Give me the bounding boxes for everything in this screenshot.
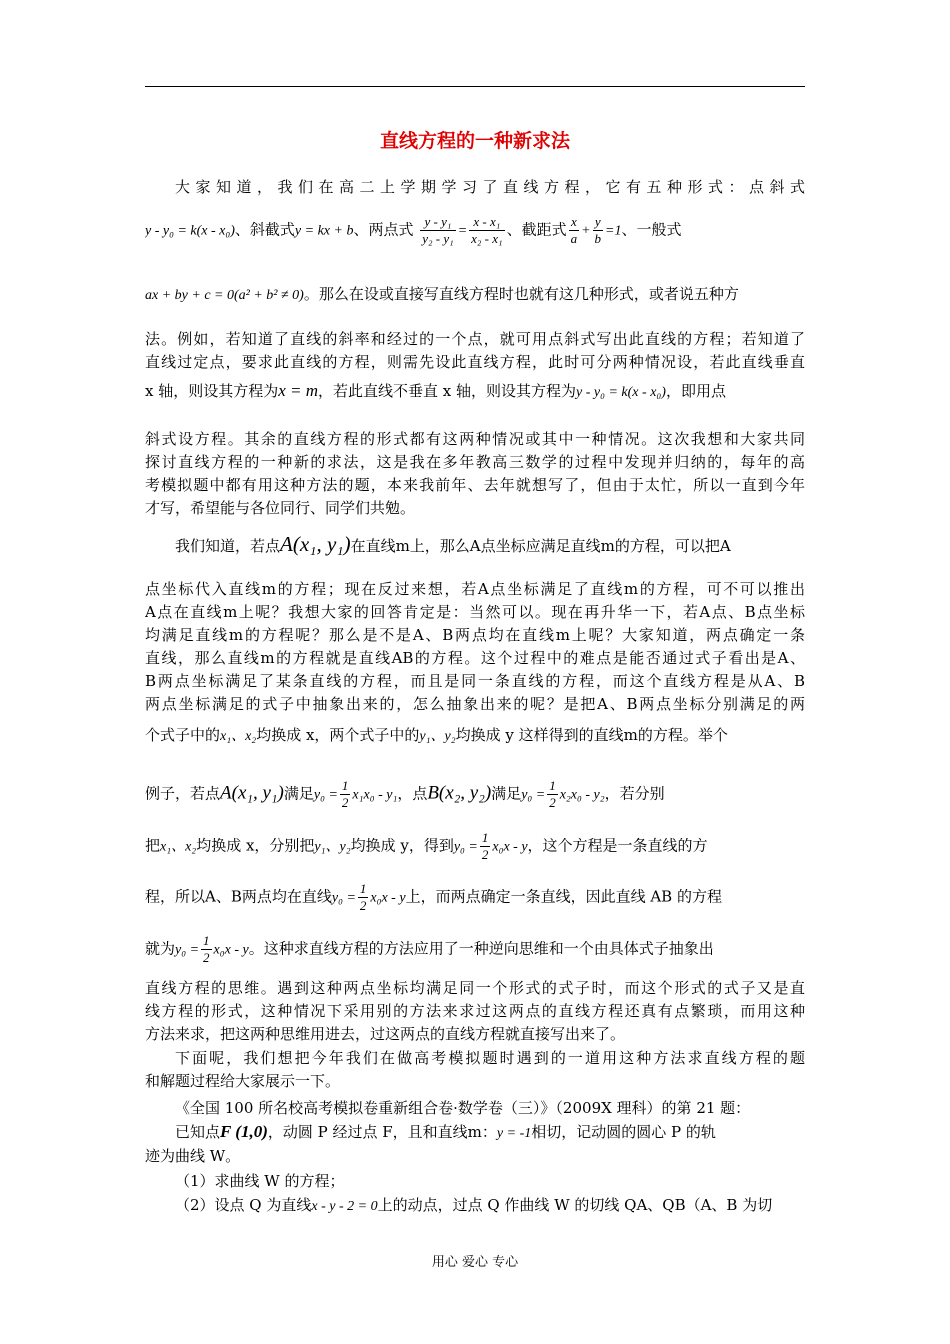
fraction — [469, 214, 504, 247]
text-span: B两点坐标满足了某条直线的方程，而且是同一条直线的方程，而这个直线方程是从A、B — [145, 672, 805, 690]
text-line — [145, 497, 805, 519]
formula-part: y₀ = — [175, 942, 200, 958]
text-span: 已知点 — [175, 1123, 221, 1141]
fraction-half — [358, 881, 369, 914]
denominator: x₂ - x₁ — [471, 231, 503, 246]
page-title: 直线方程的一种新求法 — [379, 130, 570, 152]
formula-part: y₀ = — [331, 890, 356, 906]
denominator: 2 — [481, 847, 489, 862]
text-span: 法。例如，若知道了直线的斜率和经过的一个点，就可用点斜式写出此直线的方程；若知道了 — [145, 330, 805, 348]
formula-point-slope: y - y₀ = k(x - x₀) — [145, 223, 235, 239]
text-line — [145, 1194, 805, 1218]
text-line — [145, 1023, 805, 1045]
text-line — [145, 1070, 805, 1092]
denominator: 2 — [341, 795, 349, 810]
text-line — [145, 1170, 805, 1192]
text-line — [145, 176, 805, 198]
text-span: 直线过定点，要求此直线的方程，则需先设此直线方程，此时可分两种情况设，若此直线垂直 — [145, 353, 805, 371]
numerator: x — [569, 214, 580, 231]
formula-y-vars: y₁、y₂ — [314, 839, 351, 855]
text-span: 满足 — [283, 784, 314, 803]
text-span: 考模拟题中都有用这种方法的题，本来我前年、去年就想写了，但由于太忙，所以一直到今年 — [145, 476, 805, 494]
text-line — [145, 328, 805, 350]
text-line — [145, 451, 805, 473]
text-span: 把 — [145, 836, 161, 855]
formula-slope-intercept: y = kx + b — [294, 223, 354, 239]
text-span: ，这个方程是一条直线的方 — [527, 836, 708, 855]
text-span: ，点 — [397, 784, 428, 803]
text-span: 线方程的形式，这种情况下采用别的方法来求过这两点的直线方程还真有点繁琐，而用这种 — [145, 1002, 805, 1020]
formula-point-slope: y - y₀ = k(x - x₀) — [576, 385, 666, 400]
text-span: 例子，若点 — [145, 784, 221, 803]
text-span: 、一般式 — [621, 220, 682, 239]
numerator: 1 — [341, 778, 349, 793]
formula-line-m: y = -1 — [496, 1126, 532, 1141]
text-span: 、斜截式 — [234, 220, 295, 239]
text-span: 程，所以A、B两点均在直线 — [145, 887, 332, 906]
text-span: （1）求曲线 W 的方程； — [175, 1172, 345, 1190]
text-span: A点在直线m上呢？我想大家的回答肯定是：当然可以。现在再升华一下，若A点、B点坐标 — [145, 603, 805, 621]
text-span: 个式子中的 — [145, 726, 221, 744]
fraction — [569, 214, 580, 247]
fraction-half — [340, 778, 351, 811]
text-line — [145, 647, 805, 669]
text-span: 直线方程的思维。遇到这种两点坐标均满足同一个形式的式子时，而这个形式的式子又是直 — [145, 979, 805, 997]
text-span: 、截距式 — [506, 220, 567, 239]
text-line — [145, 670, 805, 692]
formula-part: x₀x - y — [370, 890, 406, 906]
text-line — [145, 578, 805, 600]
text-span: ，动圆 P 经过点 F，且和直线m： — [267, 1123, 497, 1141]
text-line — [145, 533, 805, 557]
text-line — [145, 351, 805, 373]
formula-part: x₁x₀ - y₁ — [352, 787, 398, 803]
text-line — [145, 428, 805, 450]
text-span: 我们知道，若点 — [175, 537, 281, 555]
text-line — [145, 380, 805, 404]
text-span: 才写，希望能与各位同行、同学们共勉。 — [145, 499, 416, 517]
text-span: ，若此直线不垂直 x 轴，则设其方程为 — [318, 382, 577, 400]
text-span: 上的动点，过点 Q 作曲线 W 的切线 QA、QB（A、B 为切 — [377, 1196, 773, 1214]
equals-sign: = — [457, 223, 468, 239]
text-span: 点坐标代入直线m的方程；现在反过来想，若A点坐标满足了直线m的方程，可不可以推出 — [145, 580, 805, 598]
formula-x-vars: x₁、x₂ — [160, 839, 197, 855]
formula-intercept-rhs: =1 — [605, 223, 622, 239]
text-line-with-fractions — [145, 881, 805, 914]
text-line-with-fractions — [145, 830, 805, 863]
formula-part: x₂x₀ - y₂ — [559, 787, 605, 803]
text-span: ，即用点 — [665, 382, 726, 400]
numerator: 1 — [203, 933, 210, 948]
text-span: （2）设点 Q 为直线 — [175, 1196, 312, 1214]
formula-part: y₀ = — [521, 787, 546, 803]
denominator: 2 — [549, 795, 556, 810]
numerator: x - x₁ — [469, 214, 504, 231]
formula-general: ax + by + c = 0(a² + b² ≠ 0) — [145, 288, 304, 303]
text-line — [145, 1121, 805, 1145]
formula-part: x₀x - y — [492, 839, 528, 855]
fraction-half — [480, 830, 491, 863]
text-line — [145, 1047, 805, 1069]
text-line-with-fractions — [145, 778, 805, 811]
text-span: 上，而两点确定一条直线，因此直线 AB 的方程 — [405, 887, 722, 906]
text-line — [145, 1000, 805, 1022]
text-span: 。那么在设或直接写直线方程时也就有这几种形式，或者说五种方 — [303, 285, 739, 303]
text-span: 。这种求直线方程的方法应用了一种逆向思维和一个由具体式子抽象出 — [248, 939, 714, 958]
text-span: 《全国 100 所名校高考模拟卷重新组合卷·数学卷（三）》（2009X 理科）的第 21 题： — [175, 1099, 751, 1117]
fraction — [593, 214, 604, 247]
formula-part: y₀ = — [313, 787, 338, 803]
denominator: 2 — [359, 898, 367, 913]
formula-vertical: x = m — [278, 381, 319, 400]
text-line — [145, 724, 805, 748]
text-line-formulas — [145, 214, 805, 247]
fraction-half — [547, 778, 558, 811]
formula-line: x - y - 2 = 0 — [311, 1199, 378, 1214]
text-span: 、两点式 — [353, 220, 414, 239]
text-line — [145, 1145, 805, 1167]
text-span: 迹为曲线 W。 — [145, 1147, 241, 1165]
text-span: 在直线m上，那么A点坐标应满足直线m的方程，可以把A — [350, 537, 731, 555]
fraction-half — [201, 933, 212, 966]
plus-sign: + — [581, 223, 591, 239]
text-line — [145, 474, 805, 496]
text-span: 直线，那么直线m的方程就是直线AB的方程。这个过程中的难点是能否通过式子看出是A、 — [145, 649, 805, 667]
formula-point-f: F (1,0) — [220, 1122, 268, 1141]
text-span: ，若分别 — [604, 784, 665, 803]
numerator: 1 — [481, 830, 489, 845]
fraction — [420, 214, 455, 247]
numerator: 1 — [549, 778, 556, 793]
formula-point-a: A(x₁, y₁) — [220, 782, 284, 804]
text-span: 均换成 x，分别把 — [196, 836, 315, 855]
formula-point-a: A(x₁, y₁) — [280, 533, 351, 556]
denominator: b — [594, 231, 602, 246]
text-line — [145, 693, 805, 715]
numerator: 1 — [359, 881, 367, 896]
numerator: y — [593, 214, 604, 231]
formula-point-b: B(x₂, y₂) — [427, 782, 492, 804]
text-span: 斜式设方程。其余的直线方程的形式都有这两种情况或其中一种情况。这次我想和大家共同 — [145, 430, 805, 448]
text-line — [145, 1097, 805, 1119]
text-span: 方法来求，把这两种思维用进去，过这两点的直线方程就直接写出来了。 — [145, 1025, 626, 1043]
formula-part: y₀ = — [453, 839, 478, 855]
text-span: 和解题过程给大家展示一下。 — [145, 1072, 341, 1090]
text-span: 均换成 y，得到 — [350, 836, 454, 855]
header-rule — [145, 86, 805, 87]
denominator: 2 — [203, 950, 210, 965]
text-line — [145, 977, 805, 999]
text-span: 相切，记动圆的圆心 P 的轨 — [531, 1123, 716, 1141]
text-line — [145, 601, 805, 623]
text-span: 大家知道，我们在高二上学期学习了直线方程，它有五种形式：点斜式 — [175, 178, 805, 196]
numerator: y - y₁ — [420, 214, 455, 231]
text-span: 满足 — [491, 784, 522, 803]
denominator: y₂ - y₁ — [422, 231, 454, 246]
formula-x-vars: x₁、x₂ — [220, 729, 257, 744]
text-span: 均满足直线m的方程呢？那么是不是A、B两点均在直线m上呢？大家知道，两点确定一条 — [145, 626, 805, 644]
text-span: 均换成 x，两个式子中的 — [256, 726, 420, 744]
text-span: 就为 — [145, 939, 176, 958]
text-line — [145, 624, 805, 646]
text-span: x 轴，则设其方程为 — [145, 382, 279, 400]
page-footer: 用心 爱心 专心 — [431, 1255, 519, 1270]
denominator: a — [570, 231, 578, 246]
formula-y-vars: y₁、y₂ — [419, 729, 456, 744]
text-span: 均换成 y 这样得到的直线m的方程。举个 — [455, 726, 728, 744]
text-line — [145, 283, 805, 307]
text-span: 探讨直线方程的一种新的求法，这是我在多年教高三数学的过程中发现并归纳的，每年的高 — [145, 453, 805, 471]
text-line-with-fractions — [145, 933, 805, 966]
text-span: 两点坐标满足的式子中抽象出来的，怎么抽象出来的呢？是把A、B两点坐标分别满足的两 — [145, 695, 805, 713]
text-span: 下面呢，我们想把今年我们在做高考模拟题时遇到的一道用这种方法求直线方程的题 — [175, 1049, 805, 1067]
formula-part: x₀x - y — [213, 942, 249, 958]
